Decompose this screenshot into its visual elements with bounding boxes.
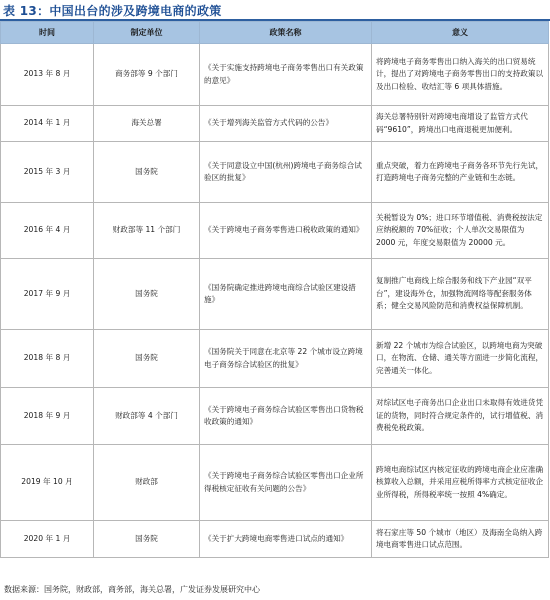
table-row [1,203,549,259]
table-row [1,106,549,142]
cell-org: 财政部等 4 个部门 [94,388,200,445]
cell-meaning: 海关总署特别针对跨境电商增设了监管方式代码“9610”，跨境出口电商退税更加便利。 [372,106,549,142]
header-time: 时间 [1,22,94,44]
data-source-note: 数据来源：国务院，财政部，商务部，海关总署，广发证券发展研究中心 [4,585,260,594]
cell-policy: 《国务院确定推进跨境电商综合试验区建设措施》 [200,259,372,330]
cell-org: 商务部等 9 个部门 [94,44,200,106]
table-row [1,445,549,521]
cell-org: 财政部等 11 个部门 [94,203,200,259]
table-title: 表 13：中国出台的涉及跨境电商的政策 [3,4,222,18]
table-row [1,330,549,388]
cell-meaning: 新增 22 个城市为综合试验区，以跨境电商为突破口，在物流、仓储、通关等方面进一步简化流程，完善通关一体化。 [372,330,549,388]
header-policy: 政策名称 [200,22,372,44]
cell-time: 2019 年 10 月 [1,445,94,521]
table-row [1,259,549,330]
cell-meaning: 将石家庄等 50 个城市（地区）及海南全岛纳入跨境电商零售进口试点范围。 [372,521,549,558]
cell-time: 2018 年 8 月 [1,330,94,388]
cell-policy: 《关于跨境电子商务综合试验区零售出口企业所得税核定征收有关问题的公告》 [200,445,372,521]
table-row [1,521,549,558]
cell-meaning: 重点突破，着力在跨境电子商务各环节先行先试，打造跨境电子商务完整的产业链和生态链。 [372,142,549,203]
header-org: 制定单位 [94,22,200,44]
cell-org: 国务院 [94,521,200,558]
header-row [1,22,549,44]
cell-meaning: 将跨境电子商务零售出口纳入海关的出口贸易统计，提出了对跨境电子商务零售出口的支持政策以及出口检验、收结汇等 6 项具体措施。 [372,44,549,106]
table-row [1,44,549,106]
cell-org: 海关总署 [94,106,200,142]
cell-policy: 《关于同意设立中国(杭州)跨境电子商务综合试验区的批复》 [200,142,372,203]
cell-org: 财政部 [94,445,200,521]
cell-policy: 《国务院关于同意在北京等 22 个城市设立跨境电子商务综合试验区的批复》 [200,330,372,388]
cell-meaning: 跨境电商综试区内核定征收的跨境电商企业应准确核算收入总额，并采用应税所得率方式核定征收企业所得税，所得税率统一按照 4%确定。 [372,445,549,521]
cell-time: 2013 年 8 月 [1,44,94,106]
cell-meaning: 关税暂设为 0%；进口环节增值税、消费税按法定应纳税额的 70%征收；个人单次交易限值为 2000 元，年度交易限值为 20000 元。 [372,203,549,259]
cell-time: 2018 年 9 月 [1,388,94,445]
cell-policy: 《关于增列海关监管方式代码的公告》 [200,106,372,142]
table-row [1,388,549,445]
cell-policy: 《关于跨境电子商务零售进口税收政策的通知》 [200,203,372,259]
cell-meaning: 复制推广电商线上综合服务和线下产业园“双平台”，建设海外仓，加强物流网络等配套服务体系；健全交易风险防范和消费权益保障机制。 [372,259,549,330]
cell-time: 2020 年 1 月 [1,521,94,558]
cell-org: 国务院 [94,259,200,330]
cell-policy: 《关于扩大跨境电商零售进口试点的通知》 [200,521,372,558]
cell-meaning: 对综试区电子商务出口企业出口未取得有效进货凭证的货物，同时符合规定条件的，试行增值税、消费税免税政策。 [372,388,549,445]
policy-table [0,21,549,558]
cell-time: 2016 年 4 月 [1,203,94,259]
header-meaning: 意义 [372,22,549,44]
table-row [1,142,549,203]
title-bar [0,0,550,21]
cell-policy: 《关于跨境电子商务综合试验区零售出口货物税收政策的通知》 [200,388,372,445]
cell-time: 2017 年 9 月 [1,259,94,330]
cell-time: 2015 年 3 月 [1,142,94,203]
cell-org: 国务院 [94,142,200,203]
cell-time: 2014 年 1 月 [1,106,94,142]
cell-org: 国务院 [94,330,200,388]
cell-policy: 《关于实施支持跨境电子商务零售出口有关政策的意见》 [200,44,372,106]
